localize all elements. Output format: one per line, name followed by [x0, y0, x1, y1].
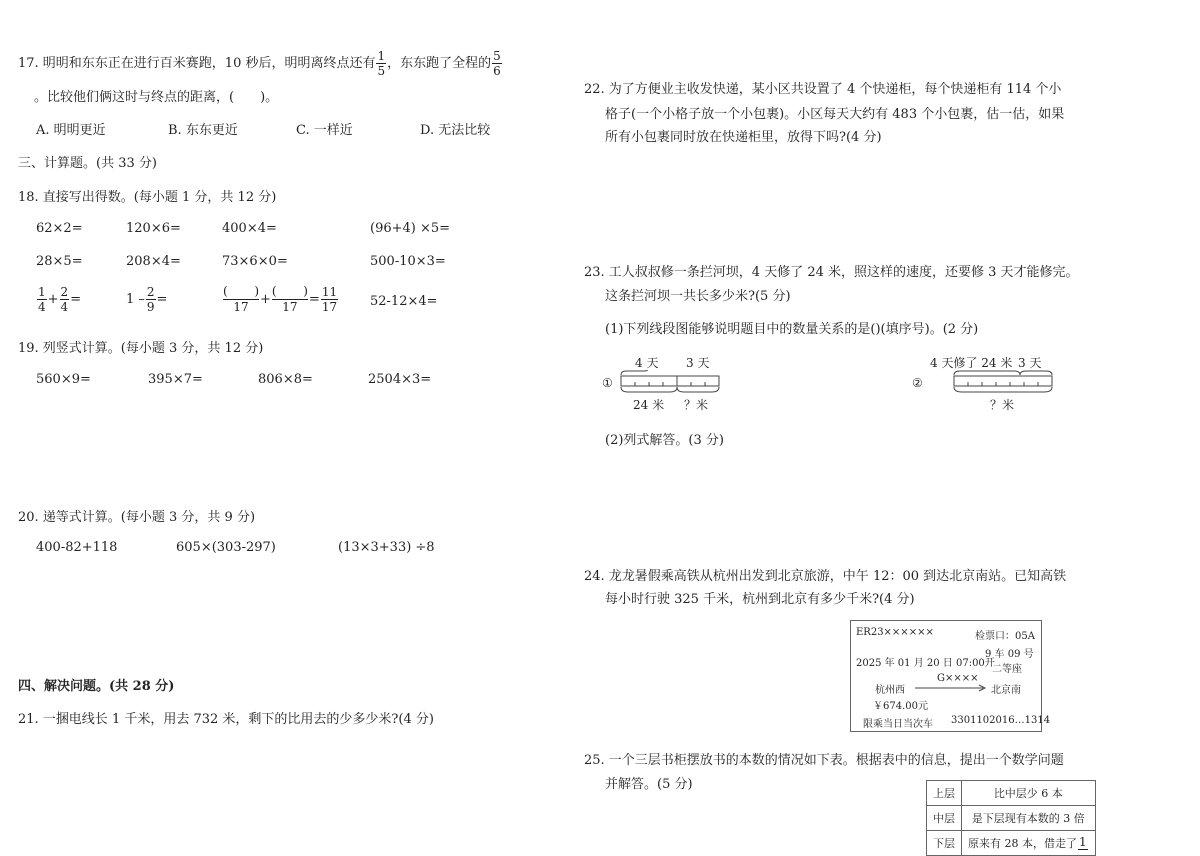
diagram-2-mark[interactable]: ② [912, 376, 923, 390]
q18-r2-c4: 500-10×3= [370, 254, 446, 269]
section-3-heading: 三、计算题。(共 33 分) [18, 156, 157, 171]
q17-text-a: 17. 明明和东东正在进行百米赛跑，10 秒后，明明离终点还有 [18, 56, 376, 71]
ticket-note: 限乘当日当次车 [863, 719, 933, 730]
ticket-gate: 检票口：05A [975, 631, 1035, 642]
diagram-1-top-2: 3 天 [686, 356, 710, 370]
q17-line2: 。比较他们俩这时与终点的距离，( )。 [34, 90, 279, 105]
diagram-2-top: 4 天修了 24 米 [930, 356, 1013, 370]
q18-r3-c4: 52-12×4= [370, 294, 438, 309]
q23-sub1: (1)下列线段图能够说明题目中的数量关系的是()(填序号)。(2 分) [605, 322, 979, 337]
diagram-2-top-2: 3 天 [1018, 356, 1042, 370]
q17-option-b[interactable]: B. 东东更近 [168, 123, 238, 138]
q18-r1-c1: 62×2= [36, 221, 83, 236]
table-row: 中层 是下层现有本数的 3 倍 [927, 806, 1096, 831]
diagram-1-segment [618, 370, 724, 396]
q20-item-3: (13×3+33) ÷8 [338, 540, 435, 555]
q22-line1: 22. 为了方便业主收发快递，某小区共设置了 4 个快递柜，每个快递柜有 114 个小 [584, 82, 1062, 97]
q20-item-2: 605×(303-297) [176, 540, 276, 555]
q18-r1-c4: (96+4) ×5= [370, 221, 451, 236]
q24-line2: 每小时行驶 325 千米，杭州到北京有多少千米?(4 分) [605, 592, 915, 607]
ticket-price: ￥674.00元 [873, 701, 928, 712]
q17-option-c[interactable]: C. 一样近 [296, 123, 353, 138]
train-ticket [850, 620, 1051, 732]
diagram-1-bottom-2: ？米 [684, 398, 709, 412]
diagram-1-top-1: 4 天 [635, 356, 659, 370]
ticket-arrow-icon [913, 684, 989, 692]
q18-r1-c2: 120×6= [126, 221, 181, 236]
q25-fraction: 1 [1079, 835, 1087, 850]
q17-option-a[interactable]: A. 明明更近 [36, 123, 106, 138]
diagram-2-bottom: ？米 [990, 398, 1015, 412]
q17-fraction-2: $\frac{5}{6}$ [493, 49, 501, 78]
q19-title: 19. 列竖式计算。(每小题 3 分，共 12 分) [18, 341, 264, 356]
q20-item-1: 400-82+118 [36, 540, 118, 555]
table-row: 下层 原来有 28 本，借走了 1 [927, 831, 1096, 856]
ticket-from: 杭州西 [875, 685, 905, 696]
ticket-id: 3301102016…1314 [951, 715, 1051, 726]
q19-item-3: 806×8= [258, 372, 313, 387]
q21-text: 21. 一捆电线长 1 千米，用去 732 米，剩下的比用去的少多少米?(4 分) [18, 712, 434, 727]
q19-item-4: 2504×3= [368, 372, 432, 387]
q18-r3-c3: ( ) 17 + ( ) 17 = $\frac{11}{17}$ [222, 286, 339, 313]
q17-text-b: ，东东跑了全程的 [387, 56, 492, 71]
q17-line1 [18, 50, 503, 77]
q18-title: 18. 直接写出得数。(每小题 1 分，共 12 分) [18, 190, 277, 205]
blank-numerator[interactable] [223, 286, 259, 300]
ticket-seat-2: 二等座 [992, 664, 1022, 675]
q22-line3: 所有小包裹同时放在快递柜里，放得下吗?(4 分) [605, 130, 882, 145]
diagram-2-segment [950, 370, 1060, 396]
q19-item-1: 560×9= [36, 372, 91, 387]
bookshelf-table [926, 780, 1096, 856]
table-row: 上层 比中层少 6 本 [927, 781, 1096, 806]
q17-option-d[interactable]: D. 无法比较 [420, 123, 491, 138]
section-4-heading: 四、解决问题。(共 28 分) [18, 679, 175, 694]
q18-r2-c1: 28×5= [36, 254, 83, 269]
diagram-1-bottom-1: 24 米 [633, 398, 665, 412]
q20-title: 20. 递等式计算。(每小题 3 分，共 9 分) [18, 510, 256, 525]
blank-numerator[interactable] [272, 286, 308, 300]
diagram-1-mark[interactable]: ① [602, 376, 613, 390]
q23-line2: 这条拦河坝一共长多少米?(5 分) [605, 289, 791, 304]
q18-r2-c2: 208×4= [126, 254, 181, 269]
q23-sub2: (2)列式解答。(3 分) [605, 433, 724, 448]
q17-fraction-1: $\frac{1}{5}$ [377, 49, 386, 78]
q22-line2: 格子(一个小格子放一个小包裹)。小区每天大约有 483 个小包裹，估一估，如果 [605, 107, 1065, 122]
q18-r3-c1: $\frac{1}{4}$ + $\frac{2}{4}$ = [38, 285, 82, 314]
ticket-to: 北京南 [991, 685, 1021, 696]
ticket-code: ER23×××××× [856, 627, 934, 638]
ticket-train: G×××× [937, 673, 979, 684]
q19-item-2: 395×7= [148, 372, 203, 387]
q25-line2: 并解答。(5 分) [605, 777, 693, 792]
q25-line1: 25. 一个三层书柜摆放书的本数的情况如下表。根据表中的信息，提出一个数学问题 [584, 753, 1064, 768]
q18-r3-c2: 1 – $\frac{2}{9}$ = [126, 285, 168, 314]
q18-r1-c3: 400×4= [222, 221, 277, 236]
q23-line1: 23. 工人叔叔修一条拦河坝，4 天修了 24 米，照这样的速度，还要修 3 天才能修完。 [584, 265, 1079, 280]
q24-line1: 24. 龙龙暑假乘高铁从杭州出发到北京旅游，中午 12：00 到达北京南站。已知高铁 [584, 569, 1067, 584]
q18-r2-c3: 73×6×0= [222, 254, 288, 269]
ticket-date: 2025 年 01 月 20 日 07:00开 [856, 658, 995, 669]
ticket-seat-1: 9 车 09 号 [985, 649, 1034, 660]
